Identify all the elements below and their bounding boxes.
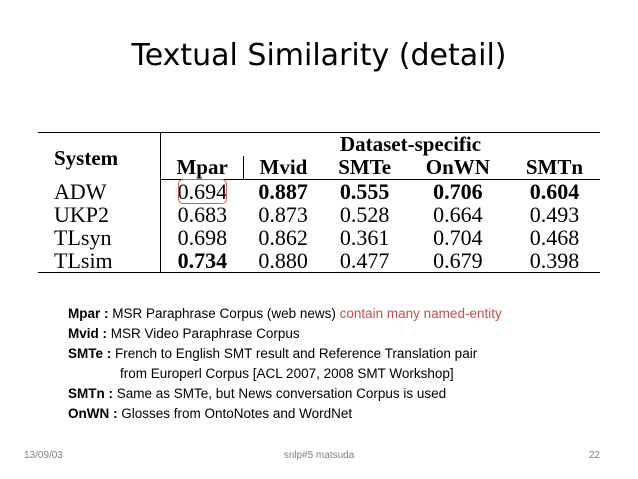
table-cell: 0.664: [433, 202, 483, 227]
system-name: UKP2: [38, 203, 161, 226]
table-cell: 0.679: [407, 249, 509, 273]
definition-key: Mvid :: [68, 326, 107, 341]
table-cell: 0.477: [323, 249, 407, 273]
definition-key: Mpar :: [68, 306, 109, 321]
footer-date: 13/09/03: [24, 450, 63, 461]
table-cell: 0.873: [258, 202, 308, 227]
dataset-group-header: Dataset-specific: [161, 133, 601, 157]
table-row: [38, 203, 600, 226]
definition-item: [68, 344, 502, 364]
table-cell: 0.468: [529, 225, 580, 250]
table-cell: 0.555: [339, 179, 390, 204]
page-number: 22: [588, 450, 600, 461]
col-header-mpar: Mpar: [161, 156, 244, 180]
system-name: ADW: [38, 180, 161, 204]
table-row: [38, 226, 600, 249]
table-cell: 0.704: [433, 225, 483, 250]
table-cell: 0.361: [339, 225, 390, 250]
definition-key: OnWN :: [68, 406, 118, 421]
slide-title: Textual Similarity (detail): [131, 38, 507, 73]
table-cell: 0.493: [529, 202, 580, 227]
table-cell: 0.683: [177, 202, 228, 227]
table-row: [38, 180, 600, 204]
highlighted-cell: 0.694: [177, 179, 228, 204]
table-cell: 0.398: [509, 249, 600, 273]
table-cell: 0.880: [244, 249, 323, 273]
footer-author: snlp#5 matsuda: [283, 450, 355, 461]
definition-key: SMTn :: [68, 386, 113, 401]
table-cell: 0.706: [433, 179, 483, 204]
results-table: [38, 132, 600, 273]
col-header-smte: SMTe: [323, 156, 407, 180]
system-name: TLsim: [38, 249, 161, 273]
definition-text: Same as SMTe, but News conversation Corpus is used: [116, 386, 447, 401]
col-header-mvid: Mvid: [244, 156, 323, 180]
table-cell: 0.604: [529, 179, 580, 204]
table-row: [38, 249, 600, 273]
table-cell: 0.862: [258, 225, 308, 250]
col-header-smtn: SMTn: [509, 156, 600, 180]
col-header-onwn: OnWN: [407, 156, 509, 180]
definition-key: SMTe :: [68, 346, 112, 361]
definition-item: [68, 404, 502, 424]
table-cell: 0.734: [161, 249, 244, 273]
definition-text: Glosses from OntoNotes and WordNet: [121, 406, 353, 421]
definition-item: [68, 324, 502, 344]
definition-continuation: from Europerl Corpus [ACL 2007, 2008 SMT Workshop]: [120, 366, 454, 381]
definition-text: French to English SMT result and Reference Translation pair: [115, 346, 478, 361]
table-cell: 0.698: [177, 225, 228, 250]
system-name: TLsyn: [38, 226, 161, 249]
table-cell: 0.528: [339, 202, 390, 227]
definition-note: contain many named-entity: [339, 306, 502, 321]
definition-text: MSR Video Paraphrase Corpus: [110, 326, 300, 341]
system-header: System: [38, 133, 161, 180]
definition-item: [68, 304, 502, 324]
dataset-definitions: [68, 304, 502, 424]
definition-item: [68, 384, 502, 404]
definition-text: MSR Paraphrase Corpus (web news): [112, 306, 336, 321]
table-cell: 0.887: [258, 179, 308, 204]
